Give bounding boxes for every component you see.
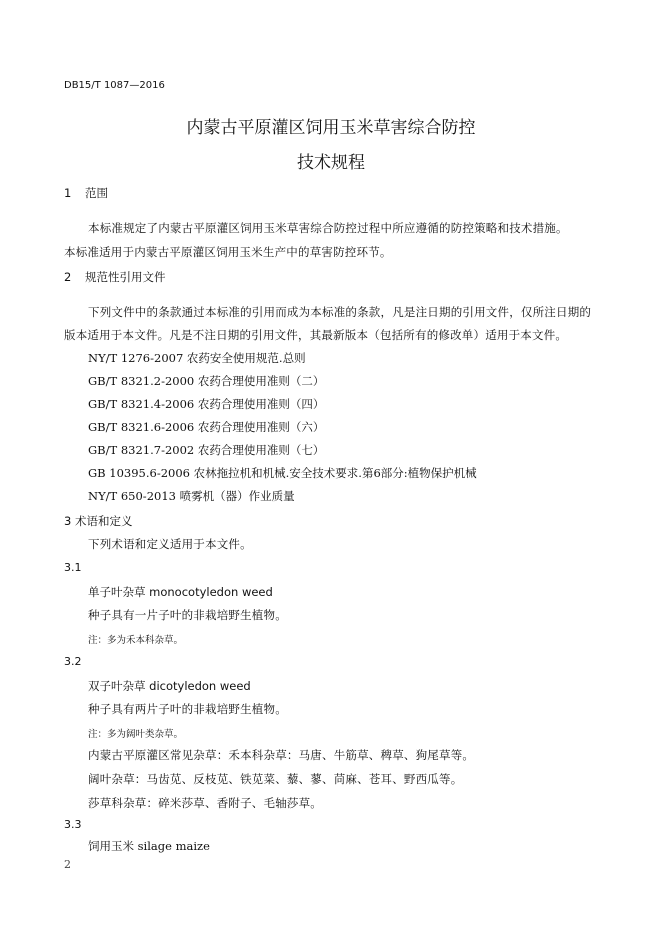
section-2-paragraph-line-1: 下列文件中的条款通过本标准的引用而成为本标准的条款，凡是注日期的引用文件，仅所注日期的 [88, 305, 592, 319]
term-3-3-title: 饲用玉米 silage maize [88, 839, 210, 853]
weed-list-grass: 内蒙古平原灌区常见杂草：禾本科杂草：马唐、牛筋草、稗草、狗尾草等。 [88, 748, 475, 762]
term-3-2-definition: 种子具有两片子叶的非栽培野生植物。 [88, 702, 287, 716]
term-3-2-number: 3.2 [64, 655, 82, 668]
document-id: DB15/T 1087—2016 [64, 80, 165, 91]
section-1-number: 1 [64, 186, 72, 200]
term-3-2-title: 双子叶杂草 dicotyledon weed [88, 679, 251, 693]
section-2-number: 2 [64, 270, 72, 284]
section-1-heading [64, 185, 108, 201]
section-3-intro: 下列术语和定义适用于本文件。 [88, 537, 252, 551]
term-3-1-note: 注：多为禾本科杂草。 [88, 635, 184, 646]
section-2-title: 规范性引用文件 [84, 270, 166, 284]
section-3-heading: 3 术语和定义 [64, 514, 133, 528]
term-3-1-title: 单子叶杂草 monocotyledon weed [88, 585, 273, 599]
page-title: 内蒙古平原灌区饲用玉米草害综合防控 [186, 118, 476, 138]
term-3-3-number: 3.3 [64, 818, 82, 831]
reference-item: GB/T 8321.2-2000 农药合理使用准则（二） [88, 374, 325, 388]
section-2-heading [64, 269, 165, 285]
reference-item: GB/T 8321.4-2006 农药合理使用准则（四） [88, 397, 325, 411]
weed-list-sedge: 莎草科杂草：碎米莎草、香附子、毛轴莎草。 [88, 796, 322, 810]
term-3-2-note: 注：多为阔叶类杂草。 [88, 729, 184, 740]
reference-item: NY/T 650-2013 喷雾机（器）作业质量 [88, 489, 295, 503]
section-1-title: 范围 [84, 186, 108, 200]
reference-item: GB/T 8321.7-2002 农药合理使用准则（七） [88, 443, 325, 457]
reference-item: NY/T 1276-2007 农药安全使用规范.总则 [88, 351, 306, 365]
section-1-paragraph-1: 本标准规定了内蒙古平原灌区饲用玉米草害综合防控过程中所应遵循的防控策略和技术措施。 [88, 221, 568, 235]
section-2-paragraph-line-2: 版本适用于本文件。凡是不注日期的引用文件，其最新版本（包括所有的修改单）适用于本文件。 [64, 328, 568, 342]
term-3-1-definition: 种子具有一片子叶的非栽培野生植物。 [88, 608, 287, 622]
section-1-paragraph-2: 本标准适用于内蒙古平原灌区饲用玉米生产中的草害防控环节。 [64, 245, 392, 259]
page-subtitle: 技术规程 [297, 153, 365, 173]
weed-list-broadleaf: 阔叶杂草：马齿苋、反枝苋、铁苋菜、藜、蓼、苘麻、苍耳、野西瓜等。 [88, 772, 463, 786]
reference-item: GB/T 8321.6-2006 农药合理使用准则（六） [88, 420, 325, 434]
page-number: 2 [64, 858, 71, 871]
reference-item: GB 10395.6-2006 农林拖拉机和机械.安全技术要求.第6部分:植物保护机械 [88, 466, 477, 480]
term-3-1-number: 3.1 [64, 561, 82, 574]
